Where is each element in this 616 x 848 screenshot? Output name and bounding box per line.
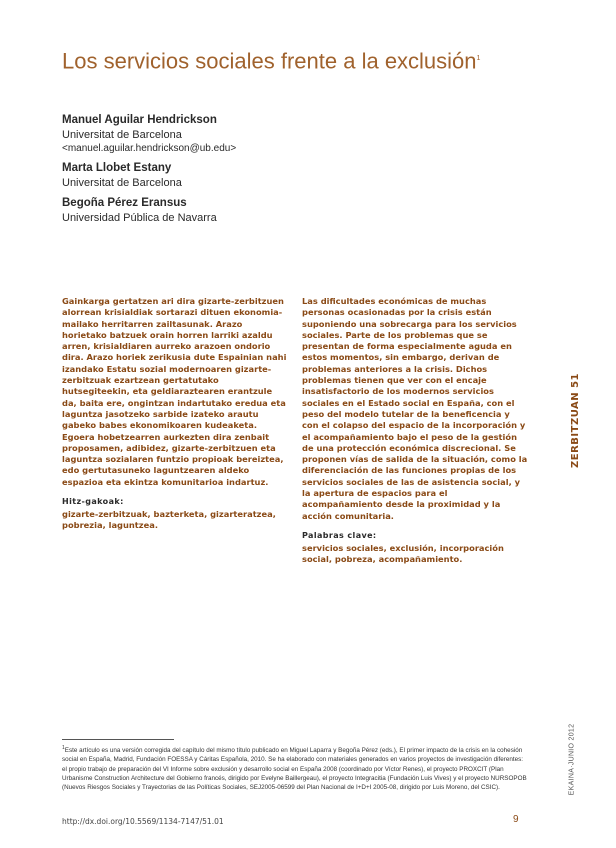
issue-line bbox=[561, 715, 583, 803]
keywords-basque: gizarte-zerbitzuak, bazterketa, gizarteratzea, pobrezia, laguntzea. bbox=[62, 509, 276, 531]
running-head bbox=[564, 372, 586, 468]
article-title-text: Los servicios sociales frente a la exclusión bbox=[62, 48, 477, 74]
abstract-spanish: Las dificultades económicas de muchas personas ocasionadas por la crisis están suponiendo una sobrecarga para los servicios sociales. Parte de los problemas que se presentan de forma especialmente aguda en estos momentos, sin embargo, derivan de problemas anteriores a la crisis. Dichos problemas tienen que ver con el encaje insatisfactorio de los modernos servicios sociales en el Estado social en España, con el peso del modelo tutelar de la beneficencia y con el colapso del espacio de la incorporación y el acompañamiento bajo el peso de la gestión de una protección económica discrecional. Se proponen vías de salida de la situación, como la diferenciación de las funciones propias de los servicios sociales de las de asistencia social, y la apertura de espacios para el acompañamiento desde la proximidad y la acción comunitaria. bbox=[302, 296, 528, 521]
footnote-text: Este artículo es una versión corregida del capítulo del mismo título publicado en Miguel Laparra y Begoña Pérez (eds.), El primer impacto de la crisis en la cohesión social en España, Madrid, Fundación FOESSA y Cáritas Española, 2010. Se ha elaborado con materiales generados en varios proyectos de investigación diferentes: el propio trabajo de preparación del VI Informe sobre exclusión y desarrollo social en España 2008 (coordinado por Víctor Renes), el proyecto PROXCIT (Plan Urbanisme Construction Architecture del Gobierno francés, dirigido por Evelyne Baillergeau), el proyecto Integracitia (Fundación Luis Vives) y el proyecto NURSOPOB (Nuevos Riesgos Sociales y Trayectorias de las Políticas Sociales, SEJ2005-06599 del Plan Nacional de I+D+I 2005-08, dirigido por Luis Moreno, del CSIC). bbox=[62, 747, 527, 791]
author-affiliation: Universidad Pública de Navarra bbox=[62, 212, 217, 224]
keywords-label-spanish: Palabras clave: bbox=[302, 530, 377, 540]
title-footnote-mark[interactable]: 1 bbox=[476, 55, 481, 62]
doi-link[interactable]: http://dx.doi.org/10.5569/1134-7147/51.01 bbox=[62, 817, 224, 826]
author-affiliation: Universitat de Barcelona bbox=[62, 129, 182, 141]
author-name: Manuel Aguilar Hendrickson bbox=[62, 114, 217, 126]
keywords-label-basque: Hitz-gakoak: bbox=[62, 497, 124, 507]
author-block bbox=[62, 161, 482, 190]
author-name: Begoña Pérez Eransus bbox=[62, 197, 187, 209]
footnote-mark: 1 bbox=[62, 745, 65, 751]
footnote bbox=[62, 744, 528, 792]
keywords-spanish: servicios sociales, exclusión, incorporación social, pobreza, acompañamiento. bbox=[302, 542, 504, 565]
abstract-basque: Gainkarga gertatzen ari dira gizarte-zerbitzuen alorrean krisialdiak sortarazi dituen ekonomia-mailako herritarren zailtasunak. Arazo horietako batzuek orain horren larriki azaldu arren, krisialdiaren aurreko arazoen ondorio dira. Arazo horiek zerikusia dute Espainian nahi izandako Estatu sozial modernoaren gizarte-zerbitzuak ezartzean gertatutako hutsegiteekin, eta geldiaraztearen erantzule da, baita ere, ongintzan indartutako eredua eta laguntza jasotzeko sarbide izateko arautu gabeko babes ekonomikoaren kudeaketa. Egoera hobetzearren aurkezten dira zenbait proposamen, adibidez, gizarte-zerbitzuen eta laguntza sozialaren funtzio propioak bereiztea, edo gertutasuneko laguntzearen aldeko espazioa eta ekintza komunitarioa indartuz. bbox=[62, 296, 287, 487]
footnote-divider bbox=[62, 739, 174, 740]
author-email[interactable]: <manuel.aguilar.hendrickson@ub.edu> bbox=[62, 143, 237, 154]
page-number: 9 bbox=[513, 814, 519, 825]
author-list bbox=[62, 113, 482, 231]
abstract-basque-column bbox=[62, 296, 288, 532]
author-affiliation: Universitat de Barcelona bbox=[62, 177, 182, 189]
article-title bbox=[62, 46, 482, 73]
running-head-text: ZERBITZUAN 51 bbox=[569, 372, 581, 468]
abstract-spanish-column bbox=[302, 296, 528, 566]
author-block bbox=[62, 113, 482, 155]
issue-line-text: EKAINA·JUNIO 2012 bbox=[568, 723, 576, 795]
author-name: Marta Llobet Estany bbox=[62, 162, 172, 174]
author-block bbox=[62, 196, 482, 225]
